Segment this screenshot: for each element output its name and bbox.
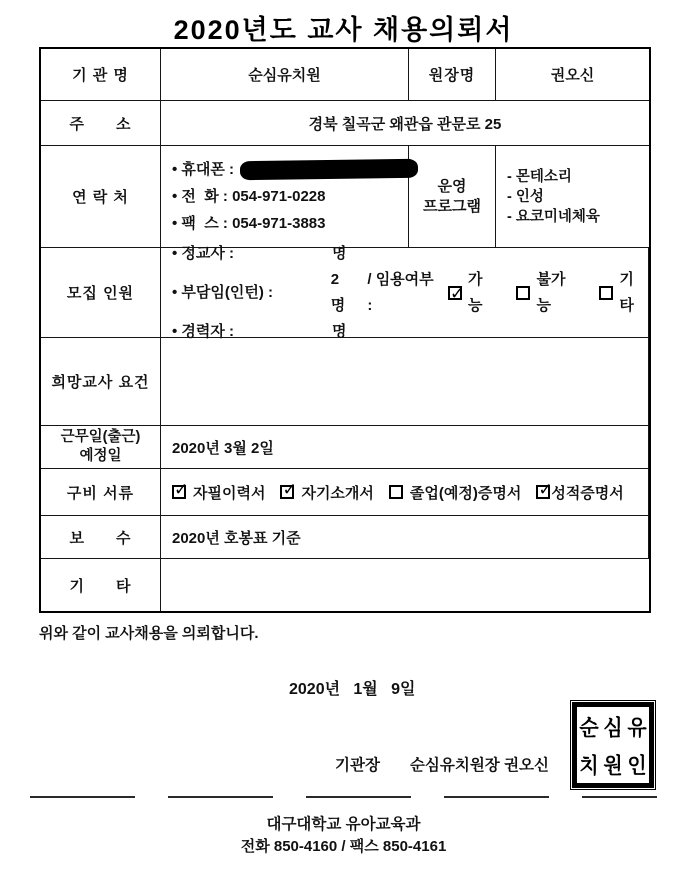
checkbox-resume [172,485,186,499]
mobile-label: • 휴대폰 : [172,161,235,178]
fax-line: • 팩 스 : 054-971-3883 [172,215,326,232]
seal-character: 원 [603,754,623,779]
teacher-label: • 정교사 : [172,244,235,262]
seal-character: 치 [579,754,599,779]
footer-contact: 전화 850-4160 / 팩스 850-4161 [240,838,447,855]
signer-title: 기관장 [335,757,380,774]
start-date-label-line2: 예정일 [79,448,122,464]
checkbox-appointment-impossible [516,286,530,300]
recruit-label: 모집 인원 [41,248,161,338]
document-item [280,482,373,503]
address-value: 경북 칠곡군 왜관읍 관문로 25 [161,101,649,146]
contact-label: 연 락 처 [41,146,161,248]
start-date-label-line1: 근무일(출근) [60,429,141,445]
assistant-count: 2명 [330,270,346,314]
separator-line [30,796,657,798]
institution-label: 기 관 명 [41,49,161,101]
seal-character: 순 [579,716,599,741]
director-label: 원장명 [409,49,496,101]
address-label: 주 소 [41,101,161,146]
seal-character: 인 [627,754,647,779]
document-item-label: 성적증명서 [551,484,624,502]
checkbox-appointment-other [599,286,613,300]
recruit-details [161,244,649,340]
program-label [409,146,496,248]
program-item: - 인성 [507,188,544,205]
redacted-phone-number [240,159,418,180]
experienced-unit: 명 [332,322,347,340]
institution-value: 순심유치원 [161,49,409,101]
director-name: 권오신 [496,49,649,101]
signer-name: 순심유치원장 권오신 [409,757,549,774]
document-date: 2020년 1월 9일 [289,681,416,698]
document-item [172,482,265,503]
checkbox-appointment-possible [448,286,462,300]
etc-value [161,559,649,611]
document-item-label: 자필이력서 [193,484,266,502]
document-item-label: 자기소개서 [301,484,374,502]
checkbox-graduation-certificate [389,485,403,499]
appointment-label: / 임용여부 : [367,270,434,314]
seal-character: 심 [603,716,623,741]
appointment-option-label: 기타 [619,270,634,314]
program-label-line2: 프로그램 [423,197,481,215]
program-item: - 몬테소리 [507,168,572,185]
recruit-line-assistant [172,267,648,319]
program-list [496,146,649,248]
request-statement: 위와 같이 교사채용을 의뢰합니다. [39,625,259,642]
documents-value [161,469,649,516]
requirements-label: 희망교사 요건 [41,338,161,426]
assistant-label: • 부담임(인턴) : [172,283,274,301]
start-date-label-lines [61,428,141,466]
checkbox-transcript [536,485,550,499]
mobile-line [172,156,418,183]
phone-line: • 전 화 : 054-971-0228 [172,188,326,205]
seal-character: 유 [627,716,647,741]
checkbox-self-introduction [280,485,294,499]
contact-info [161,146,409,248]
experienced-label: • 경력자 : [172,322,235,340]
signer-line [335,753,549,775]
recruit-line-teacher [172,241,347,267]
start-date-value: 2020년 3월 2일 [161,426,649,469]
official-seal-stamp [572,702,654,788]
pay-value: 2020년 호봉표 기준 [161,516,649,559]
document-checklist [172,482,624,503]
etc-label: 기 타 [41,559,161,611]
document-item [536,482,623,503]
appointment-options [367,267,648,319]
appointment-option-label: 불가능 [536,270,566,314]
start-date-label [41,426,161,469]
requirements-value [161,338,649,426]
document-item [389,482,521,503]
page-title: 2020년도 교사 채용의뢰서 [173,15,514,45]
appointment-option-label: 가능 [467,270,483,314]
recruitment-form-table [39,47,651,613]
teacher-unit: 명 [332,244,347,262]
footer-department: 대구대학교 유아교육과 [266,816,421,833]
pay-label: 보 수 [41,516,161,559]
documents-label: 구비 서류 [41,469,161,516]
program-label-line1: 운영 [437,177,467,195]
program-item: - 요코미네체육 [507,208,600,225]
document-item-label: 졸업(예정)증명서 [409,484,522,502]
